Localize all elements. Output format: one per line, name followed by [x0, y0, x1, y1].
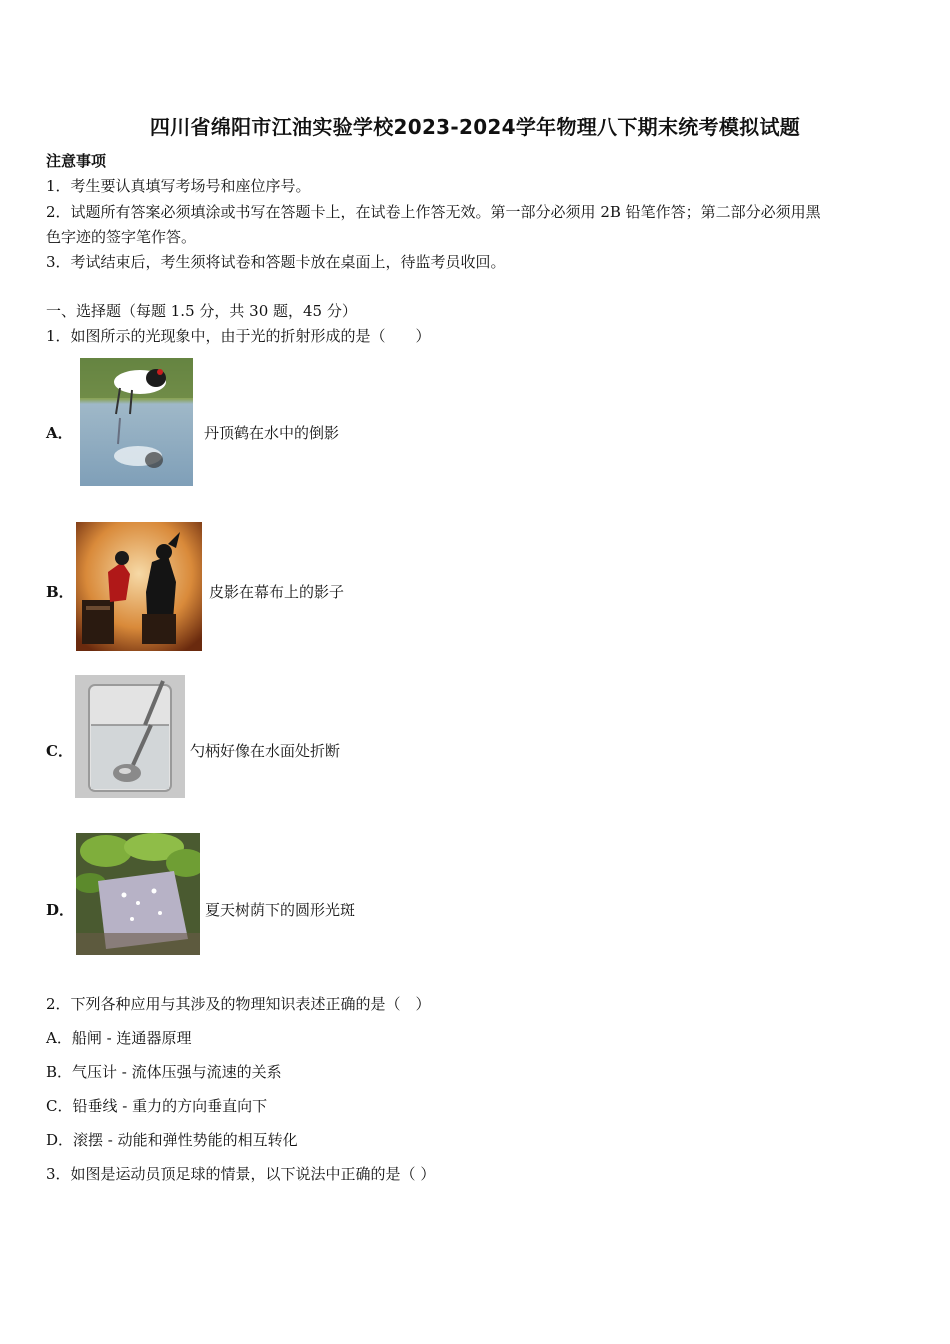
- q1-option-b-letter: B．: [46, 583, 74, 601]
- spoon-in-glass-image: [75, 675, 185, 798]
- notice-item-2-cont: 色字迹的签字笔作答。: [46, 228, 197, 246]
- page-title: 四川省绵阳市江油实验学校2023-2024学年物理八下期末统考模拟试题: [149, 115, 801, 139]
- tree-shade-light-spots-image: [76, 833, 200, 955]
- section-heading: 一、选择题（每题 1.5 分，共 30 题，45 分）: [46, 302, 357, 320]
- q2-option-b: B．气压计 - 流体压强与流速的关系: [46, 1063, 282, 1081]
- q1-option-c-letter: C．: [46, 742, 73, 760]
- notice-item-3: 3．考试结束后，考生须将试卷和答题卡放在桌面上，待监考员收回。: [46, 253, 506, 271]
- notice-item-1: 1．考生要认真填写考场号和座位序号。: [46, 177, 311, 195]
- q1-option-b-caption: 皮影在幕布上的影子: [209, 583, 345, 601]
- q2-stem: 2．下列各种应用与其涉及的物理知识表述正确的是（ ）: [46, 995, 431, 1013]
- q3-stem: 3．如图是运动员顶足球的情景，以下说法中正确的是（ ）: [46, 1165, 436, 1183]
- shadow-puppet-image: [76, 522, 202, 651]
- q2-option-a: A．船闸 - 连通器原理: [46, 1029, 192, 1047]
- q2-option-c: C．铅垂线 - 重力的方向垂直向下: [46, 1097, 268, 1115]
- q2-option-d: D．滚摆 - 动能和弹性势能的相互转化: [46, 1131, 298, 1149]
- q1-stem: 1．如图所示的光现象中，由于光的折射形成的是（ ）: [46, 327, 431, 345]
- q1-option-d-letter: D．: [46, 901, 75, 919]
- crane-reflection-image: [80, 358, 193, 486]
- q1-option-c-caption: 勺柄好像在水面处折断: [190, 742, 341, 760]
- q1-option-d-caption: 夏天树荫下的圆形光斑: [205, 901, 356, 919]
- notice-heading: 注意事项: [46, 152, 107, 170]
- q1-option-a-caption: 丹顶鹤在水中的倒影: [204, 424, 340, 442]
- notice-item-2: 2．试题所有答案必须填涂或书写在答题卡上，在试卷上作答无效。第一部分必须用 2B 铅笔作答；第二部分必须用黑: [46, 203, 821, 221]
- q1-option-a-letter: A．: [46, 424, 73, 442]
